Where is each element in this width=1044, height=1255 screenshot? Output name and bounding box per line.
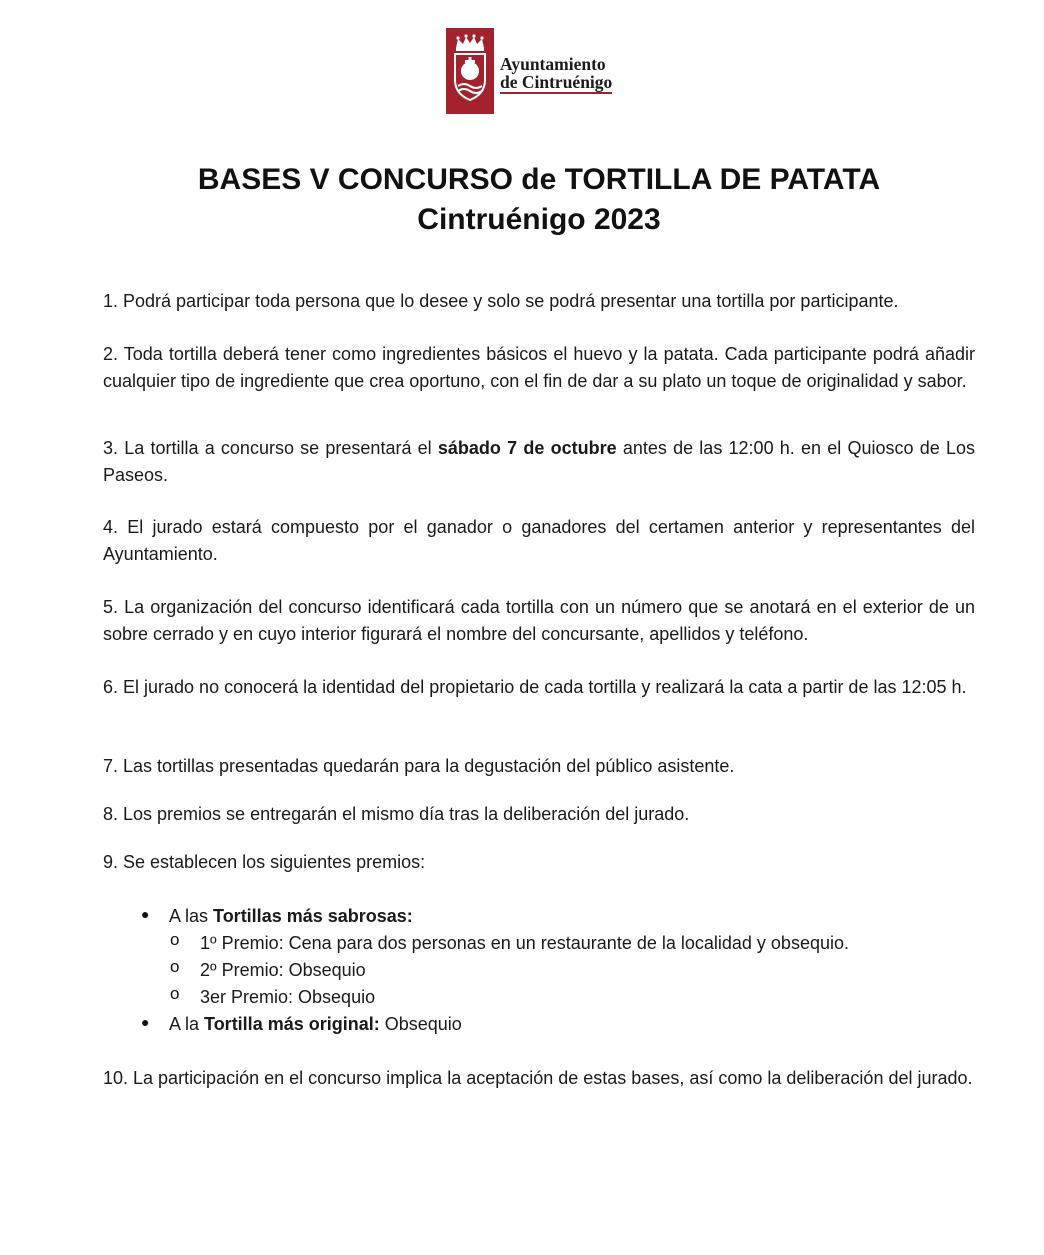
prize-group-tasty-title: Tortillas más sabrosas: [213,906,413,926]
logo-line-1: Ayuntamiento [500,53,606,74]
rule-4: 4. El jurado estará compuesto por el ganador o ganadores del certamen anterior y representantes del Ayuntamiento. [103,517,975,564]
prize-1: 1º Premio: Cena para dos personas en un restaurante de la localidad y obsequio. [200,933,849,953]
circle-bullet-icon: o [170,930,180,949]
prize-group-original [169,1011,462,1038]
rule-3-text: 3. La tortilla a concurso se presentará el [103,438,438,458]
rule-1: 1. Podrá participar toda persona que lo desee y solo se podrá presentar una tortilla por participante. [103,291,899,311]
rule-7: 7. Las tortillas presentadas quedarán para la degustación del público asistente. [103,756,735,776]
logo-text [500,55,612,94]
rule-2: 2. Toda tortilla deberá tener como ingredientes básicos el huevo y la patata. Cada participante podrá añadir cualquier tipo de ingrediente que crea oportuno, con el fin de dar a su plato un toque de originalidad y sabor. [103,344,975,391]
rule-3 [103,435,975,488]
bullet-icon: ● [141,1014,150,1030]
rule-10: 10. La participación en el concurso implica la aceptación de estas bases, así como la deliberación del jurado. [103,1068,973,1088]
rule-3-date: sábado 7 de octubre [437,438,617,458]
rule-5: 5. La organización del concurso identificará cada tortilla con un número que se anotará en el exterior de un sobre cerrado y en cuyo interior figurará el nombre del concursante, apellidos y teléfono. [103,597,975,644]
circle-bullet-icon: o [170,957,180,976]
bullet-icon: ● [141,906,150,922]
crown-shield-icon [446,28,494,114]
prize-group-tasty-prefix: A las [169,906,214,926]
title-line-1: BASES V CONCURSO de TORTILLA DE PATATA [197,163,881,196]
prize-group-original-title: Tortilla más original: [204,1014,380,1034]
rule-8: 8. Los premios se entregarán el mismo día tras la deliberación del jurado. [103,804,690,824]
rule-3-text-end: antes de las 12:00 h. en el Quiosco de Los Paseos. [103,438,975,485]
rule-9: 9. Se establecen los siguientes premios: [103,852,426,872]
prize-group-tasty [169,903,413,930]
circle-bullet-icon: o [170,984,180,1003]
coat-of-arms-emblem [446,28,494,114]
prize-group-original-value: Obsequio [379,1014,462,1034]
prize-3: 3er Premio: Obsequio [200,987,376,1007]
page-title [0,160,1044,240]
prize-group-original-prefix: A la [169,1014,205,1034]
logo-line-2: de Cintruénigo [500,71,613,92]
rule-6: 6. El jurado no conocerá la identidad del propietario de cada tortilla y realizará la cata a partir de las 12:05 h. [103,677,967,697]
prize-2: 2º Premio: Obsequio [200,960,366,980]
logo [446,27,612,115]
title-line-2: Cintruénigo 2023 [417,203,661,236]
